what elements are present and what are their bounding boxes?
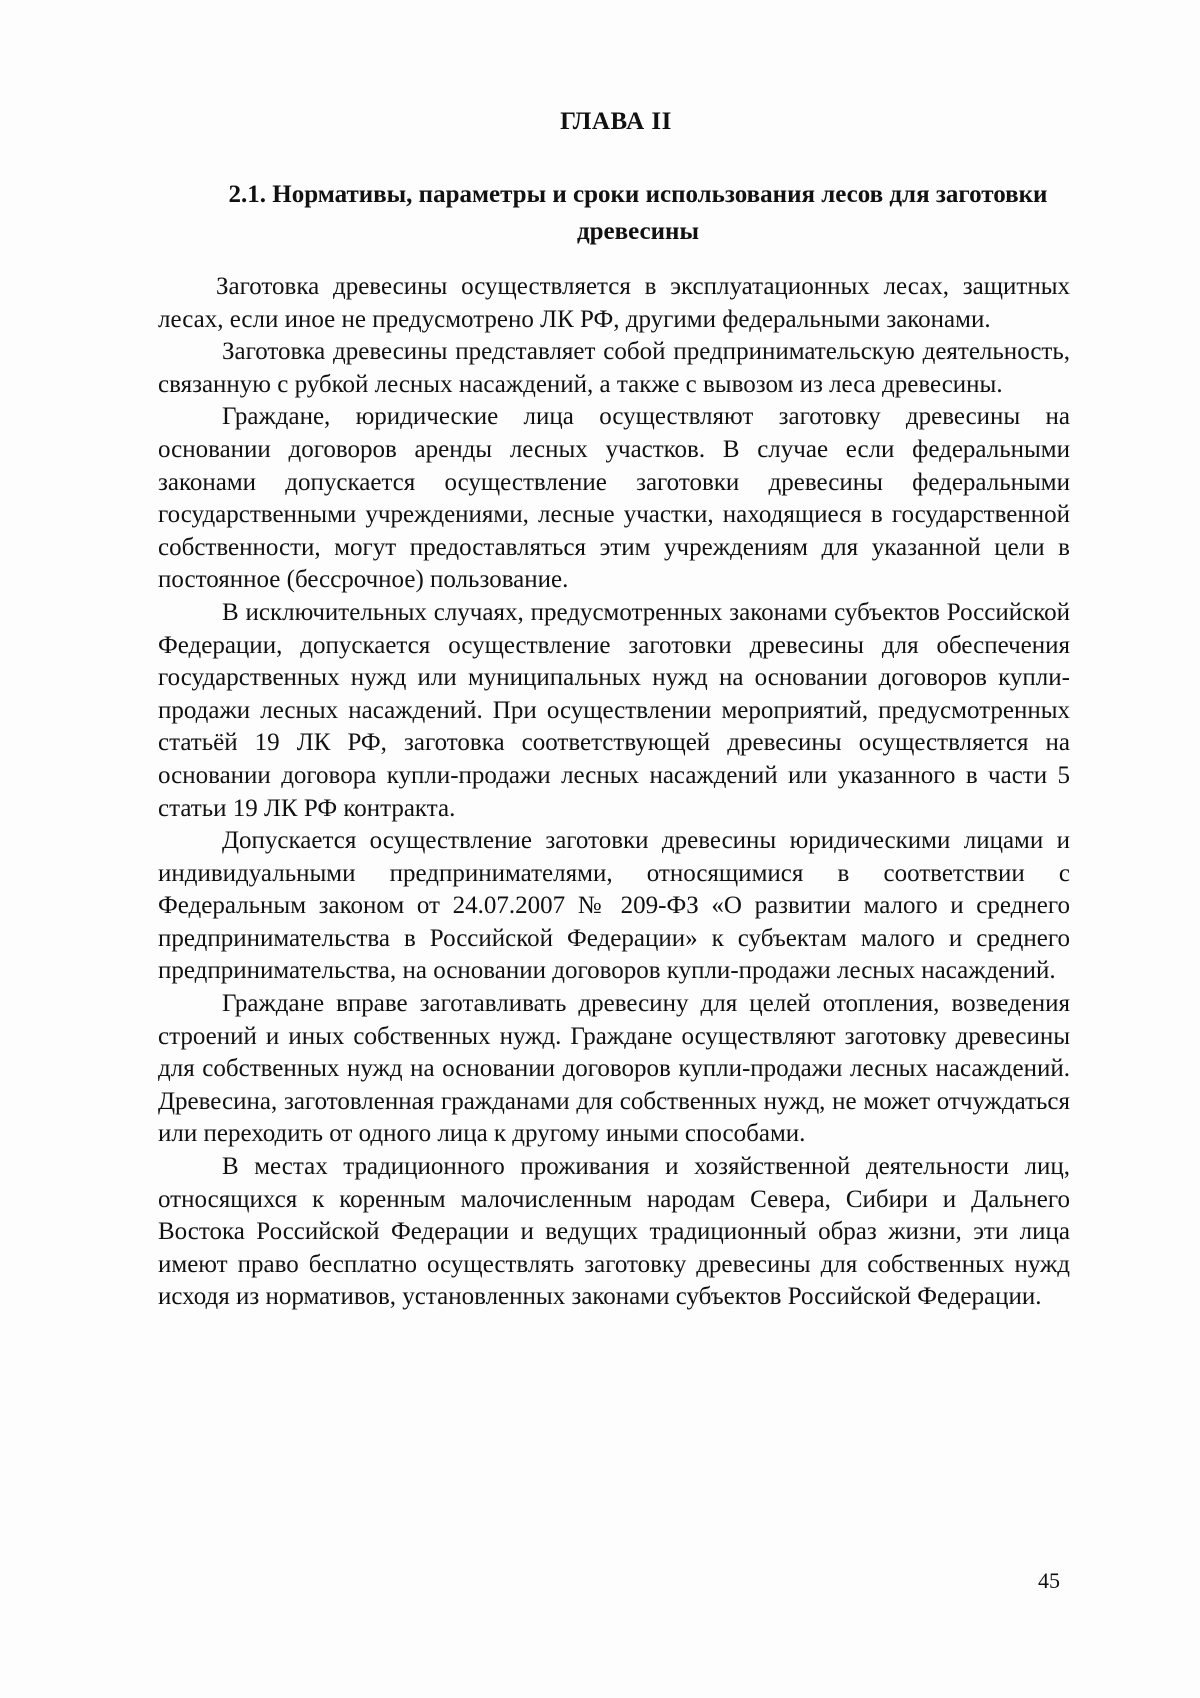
paragraph: Заготовка древесины осуществляется в эксплуатационных лесах, защитных лесах, если иное не предусмотрено ЛК РФ, другими федеральными законами. <box>158 273 1070 333</box>
page-number: 45 <box>1038 1568 1060 1593</box>
body-text <box>158 271 1070 1314</box>
paragraph: Заготовка древесины представляет собой предпринимательскую деятельность, связанную с рубкой лесных насаждений, а также с вывозом из леса древесины. <box>158 338 1070 398</box>
paragraph: Граждане, юридические лица осуществляют заготовку древесины на основании договоров аренды лесных участков. В случае если федеральными законами допускается осуществление заготовки древесины федеральными государственными учреждениями, лесные участки, находящиеся в государственной собственности, могут предоставляться этим учреждениям для указанной цели в постоянное (бессрочное) пользование. <box>158 403 1070 594</box>
section-title: 2.1. Нормативы, параметры и сроки использования лесов для заготовки древесины <box>228 181 1048 245</box>
paragraph: Допускается осуществление заготовки древесины юридическими лицами и индивидуальными предпринимателями, относящимися в соответствии с Федеральным законом от 24.07.2007 № 209-ФЗ «О развитии малого и среднего предпринимательства в Российской Федерации» к субъектам малого и среднего предпринимательства, на основании договоров купли-продажи лесных насаждений. <box>158 827 1070 985</box>
paragraph: В исключительных случаях, предусмотренных законами субъектов Российской Федерации, допускается осуществление заготовки древесины для обеспечения государственных нужд или муниципальных нужд на основании договоров купли-продажи лесных насаждений. При осуществлении мероприятий, предусмотренных статьёй 19 ЛК РФ, заготовка соответствующей древесины осуществляется на основании договора купли-продажи лесных насаждений или указанного в части 5 статьи 19 ЛК РФ контракта. <box>158 598 1070 822</box>
chapter-title: ГЛАВА II <box>560 108 672 135</box>
paragraph: Граждане вправе заготавливать древесину для целей отопления, возведения строений и иных собственных нужд. Граждане осуществляют заготовку древесины для собственных нужд на основании договоров купли-продажи лесных насаждений. Древесина, заготовленная гражданами для собственных нужд, не может отчуждаться или переходить от одного лица к другому иными способами. <box>158 990 1070 1148</box>
paragraph: В местах традиционного проживания и хозяйственной деятельности лиц, относящихся к коренным малочисленным народам Севера, Сибири и Дальнего Востока Российской Федерации и ведущих традиционный образ жизни, эти лица имеют право бесплатно осуществлять заготовку древесины для собственных нужд исходя из нормативов, установленных законами субъектов Российской Федерации. <box>158 1153 1070 1311</box>
